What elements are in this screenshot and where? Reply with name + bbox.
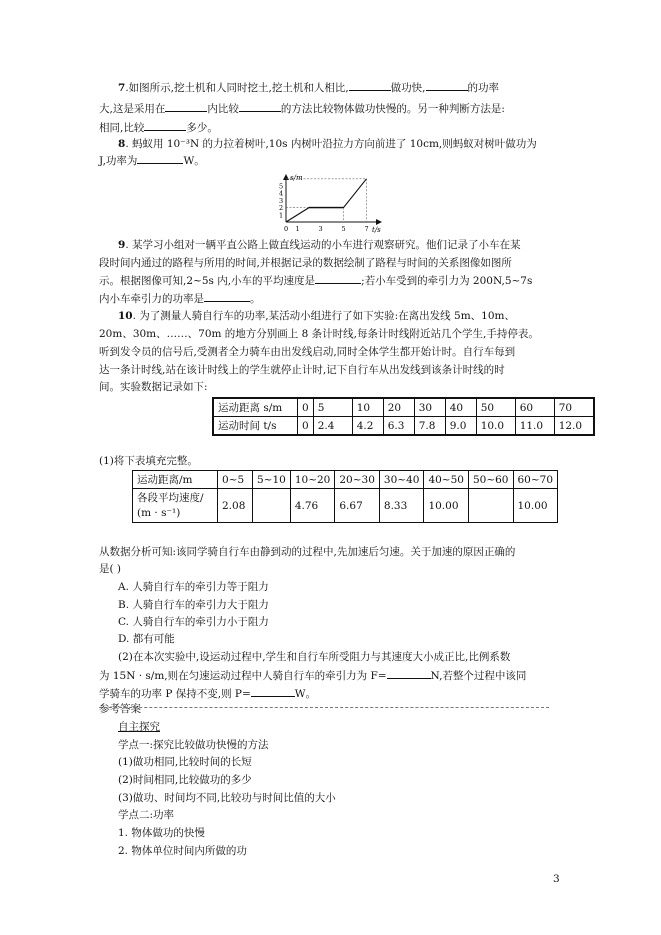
y-tick-label: 3 [279,196,284,205]
q7-text-1a: .如图所示,挖土机和人同时挖土,挖土机和人相比, [125,82,349,94]
q7-text-2b: 内比较 [207,103,239,115]
answers-point-2: 学点二:功率 [118,809,175,821]
q7-line1 [118,80,499,95]
x-tick-labels [284,225,369,233]
answers-point-2-item: 2. 物体单位时间内所做的功 [118,845,247,857]
y-axis-arrow [283,174,289,180]
q10-text-1: . 为了测量人骑自行车的功率,某活动小组进行了如下实验:在离出发线 5m、10m、 [132,310,515,322]
table-cell: 50 [476,398,515,417]
table1-header-distance: 运动距离 s/m [213,398,298,417]
y-tick-label: 4 [279,189,284,198]
sub2-line3 [99,686,316,701]
table-cell: 20~30 [335,471,380,489]
table2-header-speed-line2: (m · s⁻¹) [137,506,181,519]
table-cell: 5 [313,398,352,417]
table-cell: 4.2 [352,417,383,436]
sub2-line2 [99,668,526,683]
q7-line2 [99,101,505,116]
table-row [213,398,594,417]
option-c: C. 人骑自行车的牵引力小于阻力 [118,616,269,628]
table1-header-time: 运动时间 t/s [213,417,298,436]
x-tick-label: 7 [364,225,369,233]
table2-header-distance: 运动距离/m [133,471,218,489]
table-cell: 10.00 [424,489,469,523]
q9-text-3a: 示。根据图像可知,2~5s 内,小车的平均速度是 [99,275,316,287]
q10-line1 [118,309,515,323]
q10-text-4: 达一条计时线,站在该计时线上的学生就停止计时,记下自行车从出发线到该条计时线的时 [99,364,505,376]
q8-line1 [118,137,537,151]
option-b: B. 人骑自行车的牵引力大于阻力 [118,599,269,611]
y-tick-label: 5 [279,182,284,191]
distance-time-line [286,179,367,222]
table-cell: 0 [298,417,314,436]
analysis-text-2: 是( ) [99,563,122,575]
q7-text-3b: 多少。 [186,122,218,134]
answers-divider [99,707,549,708]
q9-blank-2 [204,291,250,302]
table-row [213,417,594,436]
q8-line2 [99,153,205,168]
graph-guides [286,179,367,222]
q10-text-2: 20m、30m、……、70m 的地方分别画上 8 条计时线,每条计时线附近站几个学生,手持停表。 [99,328,539,340]
q9-text-1: . 某学习小组对一辆平直公路上做直线运动的小车进行观察研究。他们记录了小车在某 [125,239,521,251]
table-cell: 12.0 [554,417,594,436]
option-d: D. 都有可能 [118,633,175,645]
table-cell: 4.76 [290,489,335,523]
table-cell: 40 [445,398,476,417]
q8-text-2b: W。 [183,155,205,167]
q9-line1 [118,238,521,252]
table-cell: 0 [298,398,314,417]
q10-text-3: 听到发令员的信号后,受测者全力骑车由出发线启动,同时全体学生都开始计时。自行车每到 [99,346,516,358]
table-cell: 2.08 [218,489,253,523]
x-axis-arrow [376,219,382,225]
table-cell: 10.0 [476,417,515,436]
q7-text-1c: 的功率 [467,82,500,94]
data-table-distance-time [212,397,595,436]
x-tick-label: 0 [284,225,289,233]
x-axis-label: t/s [372,226,381,234]
y-tick-label: 2 [279,204,284,213]
q7-text-2a: 大,这是采用在 [99,103,166,115]
table-row [133,489,558,523]
page-number: 3 [553,873,560,885]
table-cell: 6.67 [335,489,380,523]
q10-text-5: 间。实验数据记录如下: [99,381,208,393]
sub2-text-2a: 为 15N · s/m,则在匀速运动过程中人骑自行车的牵引力为 F= [99,670,387,682]
table-cell: 2.4 [313,417,352,436]
table2-header-speed-line1: 各段平均速度/ [137,491,204,504]
table-cell [253,489,291,523]
answers-point-1-item: (1)做功相同,比较时间的长短 [118,756,252,768]
q7-blank-1 [349,80,391,91]
sub-question-1: (1)将下表填充完整。 [99,455,198,467]
y-tick-label: 1 [279,211,284,220]
analysis-text-1: 从数据分析可知:该同学骑自行车由静到动的过程中,先加速后匀速。关于加速的原因正确的 [99,546,516,558]
table-cell: 5~10 [253,471,291,489]
q9-text-3b: ;若小车受到的牵引力为 200N,5~7s [361,275,533,287]
table-cell: 50~60 [468,471,513,489]
y-tick-labels [279,183,283,220]
q7-blank-3 [165,101,207,112]
table-cell: 60 [515,398,554,417]
sub2-text-1: (2)在本次实验中,设运动过程中,学生和自行车所受阻力与其速度大小成正比,比例系数 [118,651,511,663]
answers-heading: 参考答案 [99,703,141,715]
q7-blank-2 [426,80,468,91]
q9-blank-1 [315,273,361,284]
q10-number: 10 [118,310,133,322]
table-cell: 10~20 [290,471,335,489]
table-cell: 11.0 [515,417,554,436]
q9-number: 9 [118,239,126,251]
table-cell: 9.0 [445,417,476,436]
q9-text-4a: 内小车牵引力的功率是 [99,293,204,305]
table-cell [468,489,513,523]
table-cell: 0~5 [218,471,253,489]
answers-point-2-item: 1. 物体做功的快慢 [118,827,205,839]
distance-time-graph [276,172,388,234]
sub2-blank-2 [251,686,295,697]
table-row [133,471,558,489]
sub2-text-3a: 学骑车的功率 P 保持不变,则 P= [99,688,251,700]
option-a: A. 人骑自行车的牵引力等于阻力 [118,581,269,593]
q7-text-1b: 做功快, [390,82,426,94]
q8-text-1: . 蚂蚁用 10⁻³N 的力拉着树叶,10s 内树叶沿拉力方向前进了 10cm,则蚂蚁对树叶做功为 [125,138,537,150]
q7-line3 [99,120,218,135]
x-tick-label: 5 [341,225,346,233]
x-tick-label: 3 [318,225,323,233]
table-cell: 6.3 [383,417,414,436]
sub2-blank-1 [387,668,431,679]
answers-point-1: 学点一:探究比较做功快慢的方法 [118,739,269,751]
q9-line3 [99,273,532,288]
table-cell: 70 [554,398,594,417]
table-cell: 20 [383,398,414,417]
q7-number: 7 [118,82,126,94]
table-cell: 8.33 [379,489,424,523]
q9-text-4b: 。 [250,293,261,305]
sub2-text-3b: W。 [294,688,317,700]
table-cell: 40~50 [424,471,469,489]
q8-number: 8 [118,138,126,150]
table-cell: 30 [414,398,445,417]
table-cell: 60~70 [513,471,558,489]
table-cell: 30~40 [379,471,424,489]
q8-text-2a: J,功率为 [99,155,138,167]
q7-blank-5 [144,120,186,131]
q7-text-2c: 的方法比较物体做功快慢的。另一种判断方法是: [280,103,505,115]
data-table-average-speed [132,470,558,523]
q7-blank-4 [239,101,281,112]
sub2-text-2b: N,若整个过程中该同 [430,670,527,682]
table2-header-speed [133,489,218,523]
answers-section-title: 自主探究 [118,721,160,733]
q9-line4 [99,291,261,306]
q8-blank [137,153,183,164]
answers-point-1-item: (3)做功、时间均不同,比较功与时间比值的大小 [118,792,336,804]
table-cell: 10.00 [513,489,558,523]
table-cell: 7.8 [414,417,445,436]
y-axis-label: s/m [290,174,303,182]
q7-text-3a: 相同,比较 [99,122,145,134]
q9-text-2: 段时间内通过的路程与所用的时间,并根据记录的数据绘制了路程与时间的关系图像如图所 [99,257,512,269]
answers-point-1-item: (2)时间相同,比较做功的多少 [118,774,252,786]
x-tick-label: 1 [295,225,300,233]
table-cell: 10 [352,398,383,417]
